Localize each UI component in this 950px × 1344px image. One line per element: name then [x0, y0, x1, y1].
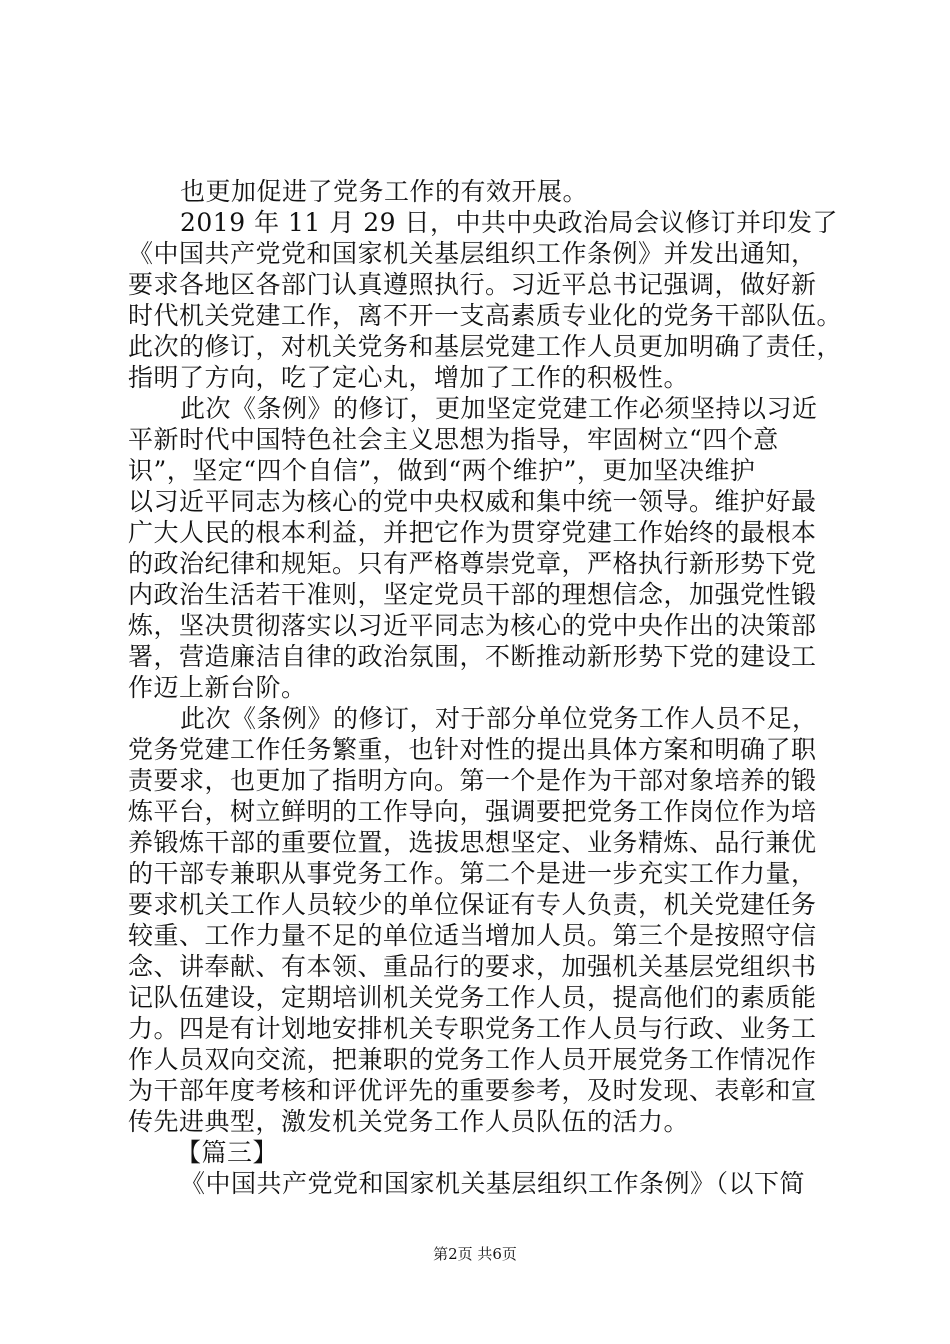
text-line: 念、讲奉献、有本领、重品行的要求，加强机关基层党组织书 — [128, 952, 817, 981]
text-line: 平新时代中国特色社会主义思想为指导，牢固树立“四个意 — [128, 425, 779, 454]
text-line: 记队伍建设，定期培训机关党务工作人员，提高他们的素质能 — [128, 983, 817, 1012]
text-line: 内政治生活若干准则，坚定党员干部的理想信念，加强党性锻 — [128, 580, 817, 609]
text-line: 此次《条例》的修订，对于部分单位党务工作人员不足， — [180, 704, 818, 733]
text-line: 的干部专兼职从事党务工作。第二个是进一步充实工作力量， — [128, 859, 817, 888]
text-line: 责要求，也更加了指明方向。第一个是作为干部对象培养的锻 — [128, 766, 817, 795]
text-line: 炼平台，树立鲜明的工作导向，强调要把党务工作岗位作为培 — [128, 797, 817, 826]
text-line: 力。四是有计划地安排机关专职党务工作人员与行政、业务工 — [128, 1014, 817, 1043]
text-line: 2019 年 11 月 29 日，中共中央政治局会议修订并印发了 — [180, 208, 838, 237]
text-line: 党务党建工作任务繁重，也针对性的提出具体方案和明确了职 — [128, 735, 817, 764]
text-line: 广大人民的根本利益，并把它作为贯穿党建工作始终的最根本 — [128, 518, 817, 547]
text-line: 《中国共产党党和国家机关基层组织工作条例》（以下简 — [180, 1169, 806, 1198]
text-line: 炼，坚决贯彻落实以习近平同志为核心的党中央作出的决策部 — [128, 611, 817, 640]
text-line: 指明了方向，吃了定心丸，增加了工作的积极性。 — [128, 363, 690, 392]
text-line: 养锻炼干部的重要位置，选拔思想坚定、业务精炼、品行兼优 — [128, 828, 817, 857]
text-line: 此次的修订，对机关党务和基层党建工作人员更加明确了责任， — [128, 332, 843, 361]
section-heading: 【篇三】 — [176, 1138, 279, 1167]
text-line: 《中国共产党党和国家机关基层组织工作条例》并发出通知， — [128, 239, 817, 268]
text-line: 的政治纪律和规矩。只有严格尊崇党章，严格执行新形势下党 — [128, 549, 817, 578]
text-line: 也更加促进了党务工作的有效开展。 — [180, 177, 589, 206]
text-line: 作迈上新台阶。 — [128, 673, 307, 702]
text-line: 识”，坚定“四个自信”，做到“两个维护”，更加坚决维护 — [128, 456, 756, 485]
text-line: 要求机关工作人员较少的单位保证有专人负责，机关党建任务 — [128, 890, 817, 919]
page-number-footer: 第2页 共6页 — [433, 1245, 517, 1263]
text-line: 此次《条例》的修订，更加坚定党建工作必须坚持以习近 — [180, 394, 818, 423]
text-line: 以习近平同志为核心的党中央权威和集中统一领导。维护好最 — [128, 487, 817, 516]
text-line: 为干部年度考核和评优评先的重要参考，及时发现、表彰和宣 — [128, 1076, 817, 1105]
text-line: 要求各地区各部门认真遵照执行。习近平总书记强调，做好新 — [128, 270, 817, 299]
text-line: 署，营造廉洁自律的政治氛围，不断推动新形势下党的建设工 — [128, 642, 817, 671]
text-line: 时代机关党建工作，离不开一支高素质专业化的党务干部队伍。 — [128, 301, 843, 330]
text-line: 作人员双向交流，把兼职的党务工作人员开展党务工作情况作 — [128, 1045, 817, 1074]
text-line: 较重、工作力量不足的单位适当增加人员。第三个是按照守信 — [128, 921, 817, 950]
text-line: 传先进典型，激发机关党务工作人员队伍的活力。 — [128, 1107, 690, 1136]
